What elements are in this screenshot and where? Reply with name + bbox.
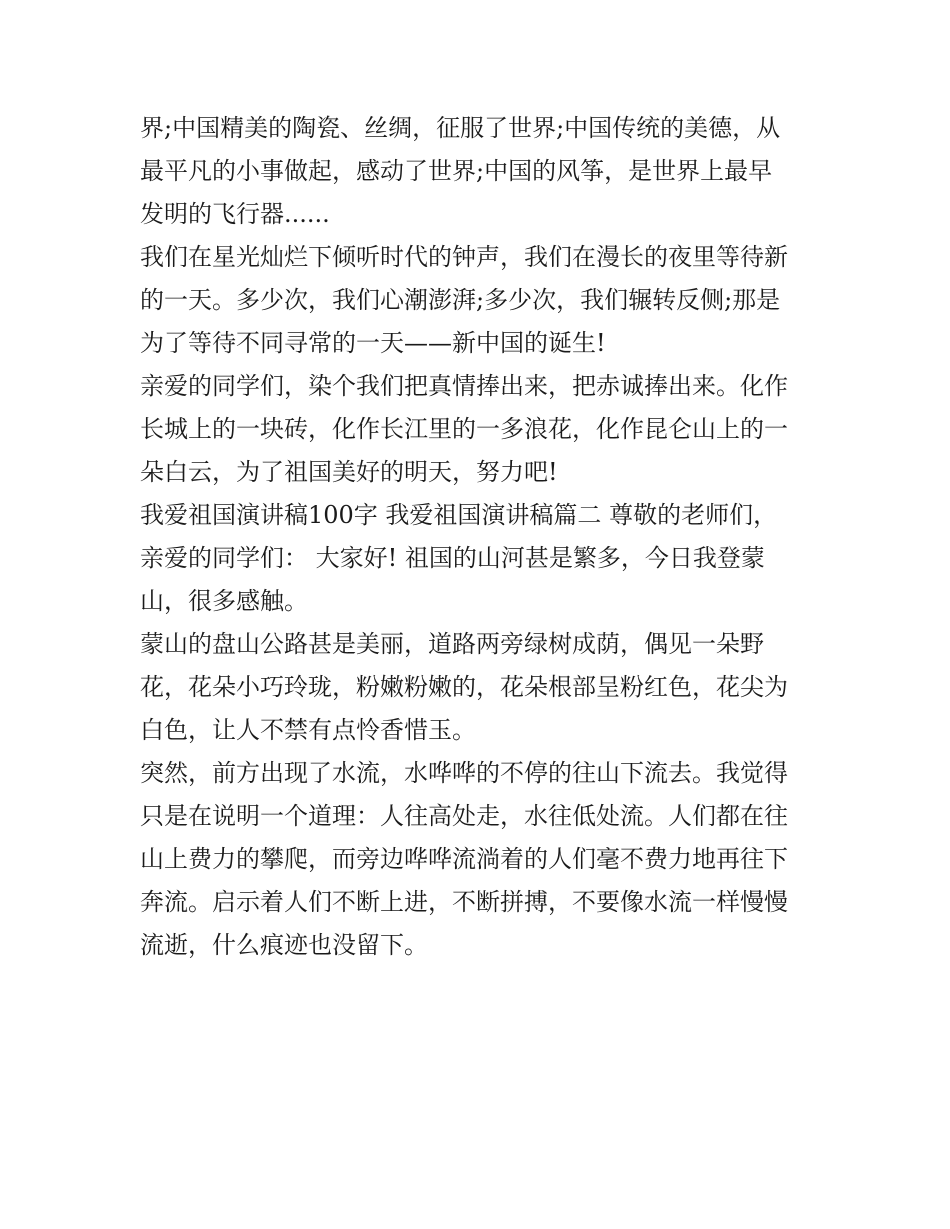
text-line: 朵白云，为了祖国美好的明天，努力吧! xyxy=(140,458,558,486)
text-line: 蒙山的盘山公路甚是美丽，道路两旁绿树成荫，偶见一朵野 xyxy=(140,630,764,658)
text-line: 奔流。启示着人们不断上进，不断拼搏，不要像水流一样慢慢 xyxy=(140,888,788,916)
text-line: 亲爱的同学们： 大家好! 祖国的山河甚是繁多，今日我登蒙 xyxy=(140,544,765,572)
paragraph-4 xyxy=(140,494,830,623)
text-line: 山，很多感触。 xyxy=(140,587,308,615)
text-line: 只是在说明一个道理：人往高处走，水往低处流。人们都在往 xyxy=(140,802,788,830)
text-line: 我们在星光灿烂下倾听时代的钟声，我们在漫长的夜里等待新 xyxy=(140,243,788,271)
paragraph-5 xyxy=(140,623,830,752)
text-line: 的一天。多少次，我们心潮澎湃;多少次，我们辗转反侧;那是 xyxy=(140,286,781,314)
text-line: 突然，前方出现了水流，水哗哗的不停的往山下流去。我觉得 xyxy=(140,759,788,787)
text-line: 最平凡的小事做起，感动了世界;中国的风筝，是世界上最早 xyxy=(140,157,773,185)
document-body xyxy=(140,107,830,967)
text-line: 花，花朵小巧玲珑，粉嫩粉嫩的，花朵根部呈粉红色，花尖为 xyxy=(140,673,788,701)
text-line: 山上费力的攀爬，而旁边哗哗流淌着的人们毫不费力地再往下 xyxy=(140,845,788,873)
text-line: 流逝，什么痕迹也没留下。 xyxy=(140,931,428,959)
paragraph-1 xyxy=(140,107,830,236)
text-line: 白色，让人不禁有点怜香惜玉。 xyxy=(140,716,476,744)
text-line: 亲爱的同学们，染个我们把真情捧出来，把赤诚捧出来。化作 xyxy=(140,372,788,400)
paragraph-2 xyxy=(140,236,830,365)
paragraph-6 xyxy=(140,752,830,967)
text-line: 我爱祖国演讲稿100字 我爱祖国演讲稿篇二 尊敬的老师们， xyxy=(140,501,778,529)
text-line: 发明的飞行器...... xyxy=(140,200,330,228)
text-line: 为了等待不同寻常的一天——新中国的诞生! xyxy=(140,329,606,357)
text-line: 界;中国精美的陶瓷、丝绸，征服了世界;中国传统的美德，从 xyxy=(140,114,781,142)
paragraph-3 xyxy=(140,365,830,494)
text-line: 长城上的一块砖，化作长江里的一多浪花，化作昆仑山上的一 xyxy=(140,415,788,443)
